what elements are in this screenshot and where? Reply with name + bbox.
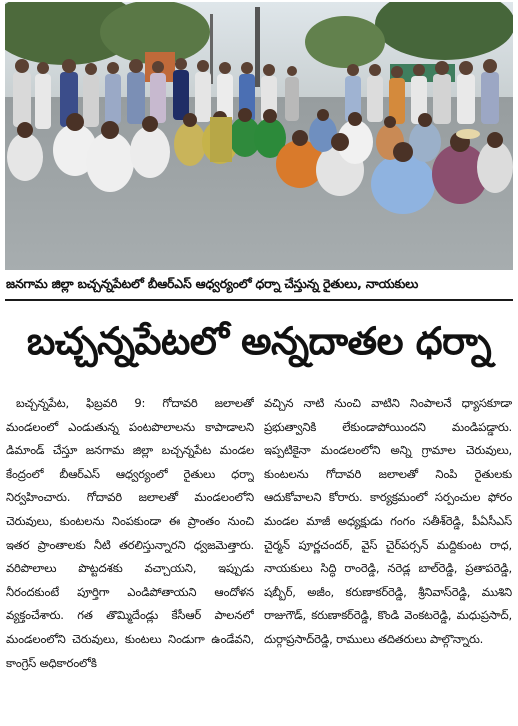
news-photo bbox=[5, 2, 513, 270]
article-text-right: వచ్చిన నాటి నుంచి వాటిని నింపాలనే ధ్యాసకూడా ప్రభుత్వానికి లేకుండాపోయిందని మండిపడ్డారు. ఇప్పటికైనా మండలంలోని అన్ని గ్రామాల చెరువులు, కుంటలను గోదావరి జలాలతో నింపి రైతులకు ఆదుకోవాలని కోరారు. కార్యక్రమంలో సర్పంచుల ఫోరం మండల మాజీ అధ్యక్షుడు గంగం సతీశ్‌రెడ్డి, పీఏసీఎస్ చైర్మన్ పూర్ణచందర్, వైస్ చైర్‌పర్సన్ మద్దికుంట రాధ, నాయకులు సిద్ధి రాంరెడ్డి, నరెడ్ల బాల్‌రెడ్డి, ప్రతాపరెడ్డి, షబ్బీర్, అజీం, కరుణాకర్‌రెడ్డి, శ్రీనివాస్‌రెడ్డి, ముశిని రాజుగౌడ్, కరుణాకర్‌రెడ్డి, కొండి వెంకటరెడ్డి, మధుప్రసాద్, దుర్గాప్రసాద్‌రెడ్డి, రాములు తదితరులు పాల్గొన్నారు. bbox=[264, 396, 512, 646]
article-body bbox=[6, 392, 512, 722]
divider-line bbox=[5, 299, 513, 301]
article-column-right bbox=[264, 392, 512, 722]
article-headline: బచ్చన్నపేటలో అన్నదాతల ధర్నా bbox=[26, 318, 492, 363]
photo-caption: జనగామ జిల్లా బచ్చన్నపేటలో బీఆర్ఎస్ ఆధ్వర్యంలో ధర్నా చేస్తున్న రైతులు, నాయకులు bbox=[6, 276, 419, 291]
article-column-left bbox=[6, 392, 254, 722]
article-text-left: బచ్చన్నపేట, ఫిబ్రవరి 9: గోదావరి జలాలతో మండలంలో ఎండుతున్న పంటపొలాలను కాపాడాలని డిమాండ్ చేస్తూ జనగామ జిల్లా బచ్చన్నపేట మండల కేంద్రంలో బీఆర్ఎస్ ఆధ్వర్యంలో రైతులు ధర్నా నిర్వహించారు. గోదావరి జలాలతో మండలంలోని చెరువులు, కుంటలను నింపకుండా ఈ ప్రాంతం నుంచి ఇతర ప్రాంతాలకు నీటి తరలిస్తున్నారని ధ్వజమెత్తారు. వరిపొలాలు పొట్టదశకు వచ్చాయని, ఇప్పుడు నీరందకుంటే పూర్తిగా ఎండిపోతాయని ఆందోళన వ్యక్తంచేశారు. గత తొమ్మిదేండ్లు కేసీఆర్ పాలనలో మండలంలోని చెరువులు, కుంటలు నిండుగా ఉండేవని, కాంగ్రెస్ అధికారంలోకి bbox=[6, 396, 254, 670]
